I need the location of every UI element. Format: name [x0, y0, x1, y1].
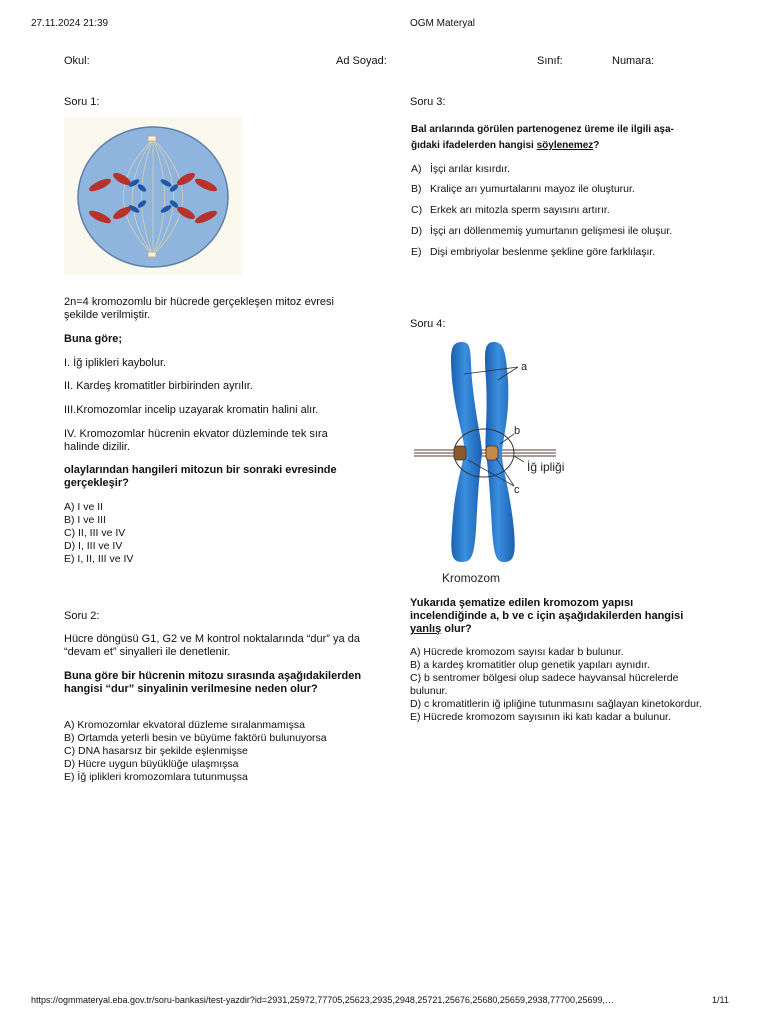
page-number: 1/11	[712, 995, 729, 1005]
q1-item-3: III.Kromozomlar incelip uzayarak kromatin halini alır.	[64, 404, 319, 416]
q3-option-e-text: Dişi embriyolar beslenme şekline göre farklılaşır.	[430, 246, 656, 258]
q3-option-a[interactable]	[411, 163, 510, 175]
q2-question: Buna göre bir hücrenin mitozu sırasında aşağıdakilerden hangisi “dur” sinyalinin verilmesine neden olur?	[64, 670, 362, 695]
print-datetime: 27.11.2024 21:39	[31, 18, 109, 29]
q1-option-b[interactable]: B) I ve III	[64, 514, 107, 526]
q2-option-e[interactable]: E) İğ iplikleri kromozomlara tutunmuşsa	[64, 771, 248, 783]
q4-option-d[interactable]: D) c kromatitlerin iğ ipliğine tutunmasını sağlayan kinetokordur.	[410, 698, 702, 710]
q4-question	[410, 597, 710, 636]
q2-option-a[interactable]: A) Kromozomlar ekvatoral düzleme sıralanmamışsa	[64, 719, 305, 731]
q4-option-c[interactable]: C) b sentromer bölgesi olup sadece hayvansal hücrelerde bulunur.	[410, 672, 679, 697]
q3-option-e-letter: E)	[411, 246, 422, 258]
q1-option-e[interactable]: E) I, II, III ve IV	[64, 553, 134, 565]
q3-option-e[interactable]	[411, 246, 655, 258]
q3-option-c-text: Erkek arı mitozla sperm sayısını artırır.	[430, 204, 610, 216]
label-c: c	[514, 484, 520, 496]
q3-option-c[interactable]	[411, 204, 610, 216]
number-label: Numara:	[612, 55, 655, 67]
q2-stem: Hücre döngüsü G1, G2 ve M kontrol noktalarında “dur” ya da “devam et” sinyalleri ile denetlenir.	[64, 633, 360, 658]
q3-question-part1: Bal arılarında görülen partenogenez üreme ile ilgili aşa-	[411, 124, 674, 135]
q3-option-b-letter: B)	[411, 183, 422, 195]
q3-option-d[interactable]	[411, 225, 672, 237]
q4-question-end: olur?	[441, 623, 472, 635]
q3-option-d-letter: D)	[411, 225, 423, 237]
q4-option-e[interactable]: E) Hücrede kromozom sayısının iki katı kadar a bulunur.	[410, 711, 671, 723]
q3-question-end: ?	[593, 140, 600, 151]
kromozom-caption: Kromozom	[442, 571, 501, 585]
q1-stem: 2n=4 kromozomlu bir hücrede gerçekleşen mitoz evresi şekilde verilmiştir.	[64, 296, 334, 321]
q1-option-a[interactable]: A) I ve II	[64, 501, 104, 513]
class-label: Sınıf:	[537, 55, 563, 67]
q4-title: Soru 4:	[410, 318, 446, 330]
q1-options	[64, 501, 133, 566]
q4-option-a[interactable]: A) Hücrede kromozom sayısı kadar b bulunur.	[410, 646, 624, 658]
q1-item-2: II. Kardeş kromatitler birbirinden ayrılır.	[64, 380, 253, 392]
print-site-title: OGM Materyal	[410, 18, 476, 29]
q2-option-c[interactable]: C) DNA hasarsız bir şekilde eşlenmişse	[64, 745, 248, 757]
q3-option-a-letter: A)	[411, 163, 422, 175]
q3-option-b-text: Kraliçe arı yumurtalarını mayoz ile oluşturur.	[430, 183, 635, 195]
q4-question-part1: Yukarıda şematize edilen kromozom yapısı incelendiğinde a, b ve c için aşağıdakilerden hangisi	[410, 597, 684, 622]
label-b: b	[514, 425, 521, 437]
q2-title: Soru 2:	[64, 610, 100, 622]
q3-question-part2: ğıdaki ifadelerden hangisi	[411, 140, 537, 151]
label-a: a	[521, 361, 528, 373]
q1-item-4: IV. Kromozomlar hücrenin ekvator düzleminde tek sıra halinde dizilir.	[64, 428, 328, 453]
q3-question	[411, 122, 721, 154]
spindle-fiber-lines	[414, 450, 556, 456]
q1-item-1: I. İğ iplikleri kaybolur.	[64, 357, 167, 369]
q2-options	[64, 719, 327, 784]
q4-question-underlined: yanlış	[410, 623, 442, 635]
q1-option-c[interactable]: C) II, III ve IV	[64, 527, 126, 539]
q3-option-d-text: İşçi arı döllenmemiş yumurtanın gelişmesi ile oluşur.	[430, 225, 673, 237]
mitosis-cell-figure	[64, 117, 242, 275]
q2-option-b[interactable]: B) Ortamda yeterli besin ve büyüme faktörü bulunuyorsa	[64, 732, 327, 744]
q1-title: Soru 1:	[64, 96, 100, 108]
q1-lead: Buna göre;	[64, 333, 123, 345]
q4-option-b[interactable]: B) a kardeş kromatitler olup genetik yapıları aynıdır.	[410, 659, 650, 671]
q3-option-b[interactable]	[411, 183, 635, 195]
q4-options	[410, 646, 710, 724]
q2-option-d[interactable]: D) Hücre uygun büyüklüğe ulaşmışsa	[64, 758, 239, 770]
q3-option-c-letter: C)	[411, 204, 423, 216]
school-label: Okul:	[64, 55, 90, 67]
print-url[interactable]: https://ogmmateryal.eba.gov.tr/soru-bankasi/test-yazdir?id=2931,25972,77705,25623,2935,2948,25721,25676,25680,25659,2938,77700,25699,…	[31, 995, 615, 1005]
spindle-label: İğ ipliği	[527, 460, 565, 474]
q3-title: Soru 3:	[410, 96, 446, 108]
q1-question: olaylarından hangileri mitozun bir sonraki evresinde gerçekleşir?	[64, 464, 337, 489]
q3-question-underlined: söylenemez	[536, 140, 594, 151]
chromosome-figure	[410, 340, 590, 588]
kinetochore-left	[454, 446, 466, 460]
name-label: Ad Soyad:	[336, 55, 387, 67]
q3-option-a-text: İşçi arılar kısırdır.	[430, 163, 510, 175]
q1-option-d[interactable]: D) I, III ve IV	[64, 540, 123, 552]
